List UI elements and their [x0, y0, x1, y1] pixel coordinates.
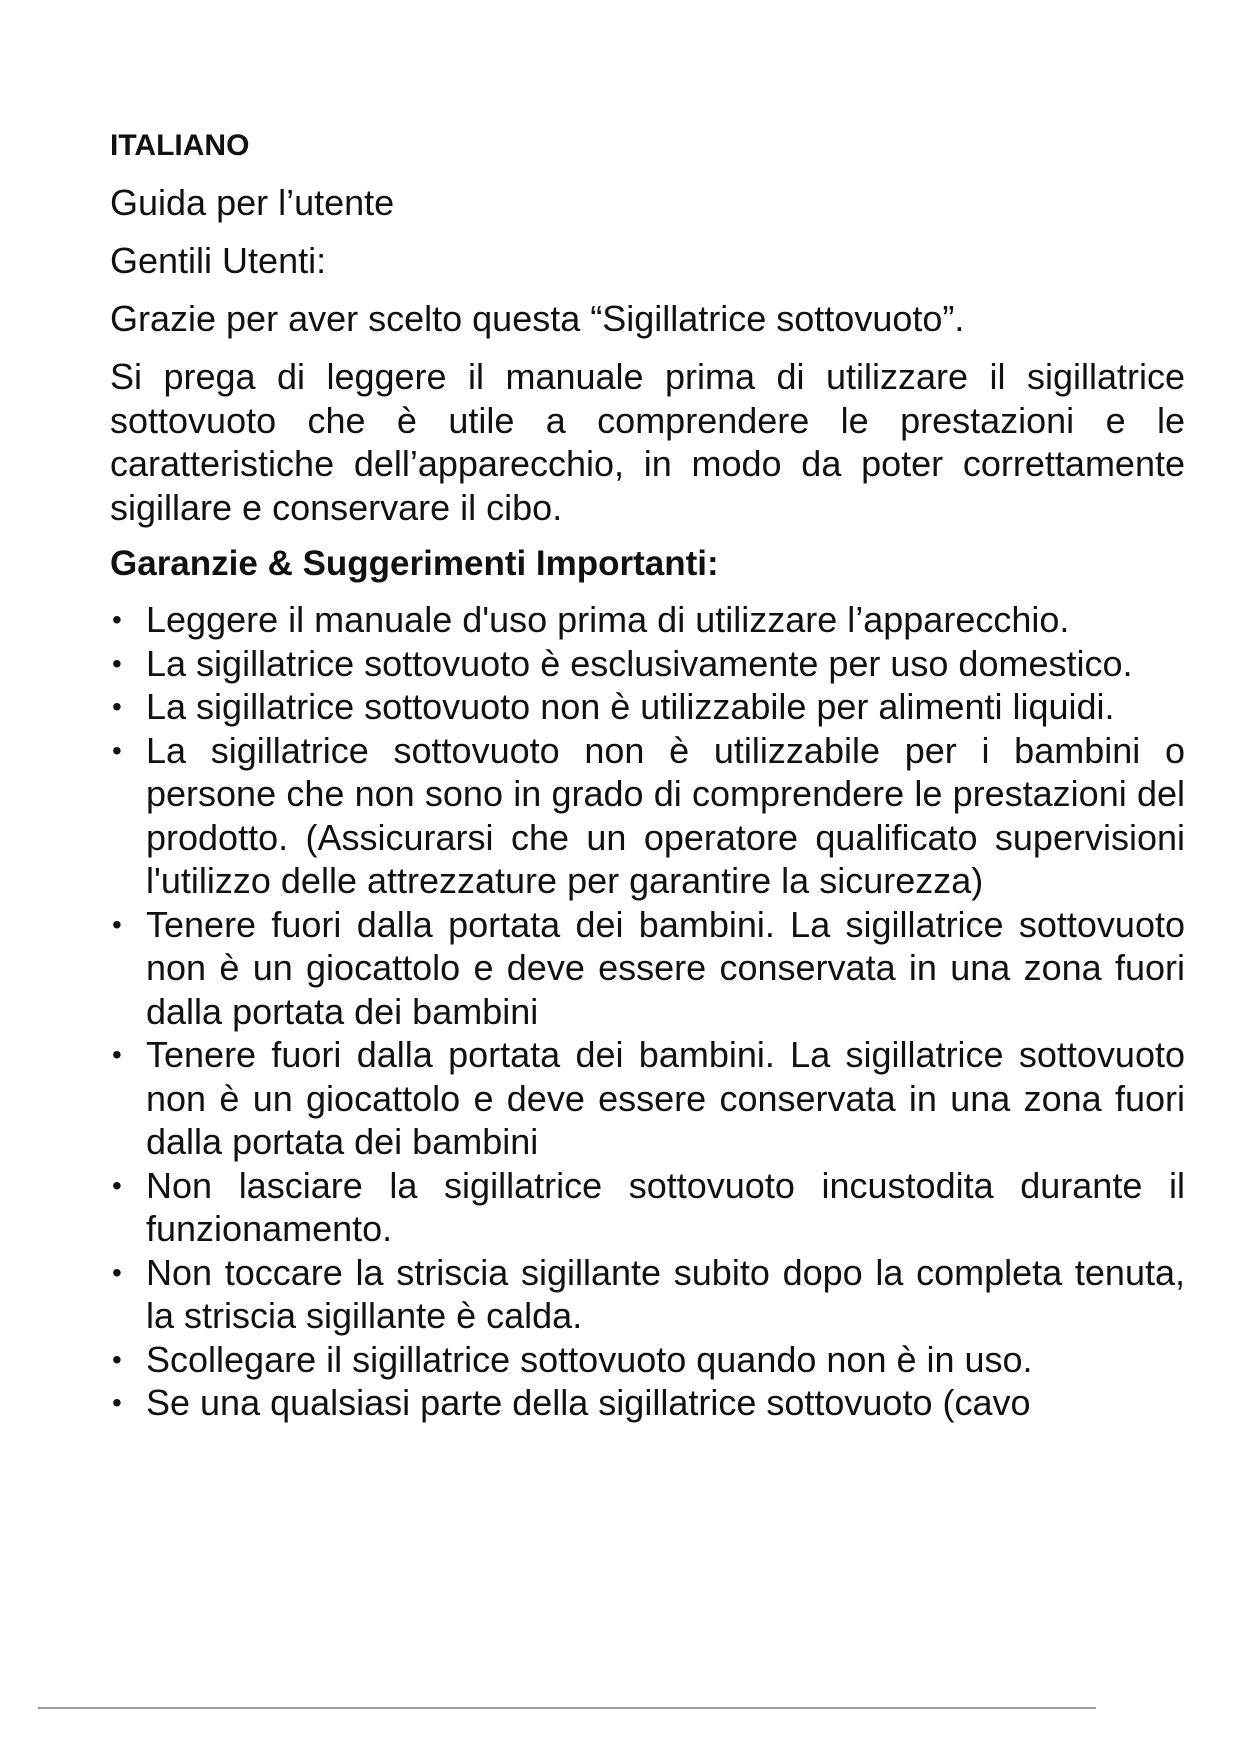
- list-item: [110, 1164, 1185, 1251]
- bullet-icon: •: [112, 1039, 122, 1070]
- list-item-text: La sigillatrice sottovuoto è esclusivamente per uso domestico.: [146, 642, 1133, 684]
- bullet-icon: •: [112, 1343, 122, 1375]
- list-item-text: Non lasciare la sigillatrice sottovuoto incustodita durante il funzionamento.: [146, 1164, 1185, 1249]
- footer-divider: [38, 1707, 1096, 1709]
- greeting: Gentili Utenti:: [110, 240, 327, 281]
- manual-page: [110, 128, 1185, 1425]
- intro-paragraph: Si prega di leggere il manuale prima di utilizzare il sigillatrice sottovuoto che è utile a comprendere le prestazioni e le caratteristiche dell’apparecchio, in modo da poter correttamente sigillare e conservare il cibo.: [110, 356, 1185, 528]
- guide-title: Guida per l’utente: [110, 182, 395, 223]
- bullet-icon: •: [112, 1256, 122, 1288]
- bullet-icon: •: [112, 908, 122, 940]
- list-item: [110, 598, 1185, 642]
- language-heading: ITALIANO: [110, 129, 250, 162]
- list-item-text: Se una qualsiasi parte della sigillatrice sottovuoto (cavo: [146, 1382, 1031, 1423]
- section-heading: Garanzie & Suggerimenti Importanti:: [110, 544, 719, 583]
- bullet-icon: •: [112, 1169, 122, 1201]
- bullet-icon: •: [112, 734, 122, 766]
- safety-list: [110, 598, 1185, 1425]
- list-item: [110, 1033, 1185, 1164]
- list-item: [110, 903, 1185, 1034]
- list-item-text: Leggere il manuale d'uso prima di utilizzare l’apparecchio.: [146, 599, 1070, 640]
- list-item-text: La sigillatrice sottovuoto non è utilizzabile per alimenti liquidi.: [146, 686, 1115, 727]
- list-item: [110, 1251, 1185, 1338]
- bullet-icon: •: [112, 647, 122, 679]
- bullet-icon: •: [112, 604, 122, 635]
- bullet-icon: •: [112, 691, 122, 722]
- list-item-text: La sigillatrice sottovuoto non è utilizzabile per i bambini o persone che non sono in grado di comprendere le prestazioni del prodotto. (Assicurarsi che un operatore qualificato supervisioni l'utilizzo delle attrezzature per garantire la sicurezza): [146, 729, 1185, 901]
- list-item: [110, 1338, 1185, 1382]
- bullet-icon: •: [112, 1387, 122, 1418]
- list-item-text: Non toccare la striscia sigillante subito dopo la completa tenuta, la striscia sigillante è calda.: [146, 1251, 1185, 1336]
- list-item: [110, 729, 1185, 903]
- list-item-text: Scollegare il sigillatrice sottovuoto quando non è in uso.: [146, 1338, 1033, 1380]
- list-item-text: Tenere fuori dalla portata dei bambini. La sigillatrice sottovuoto non è un giocattolo e deve essere conservata in una zona fuori dalla portata dei bambini: [146, 903, 1185, 1032]
- thanks-line: Grazie per aver scelto questa “Sigillatrice sottovuoto”.: [110, 298, 965, 339]
- list-item: [110, 685, 1185, 729]
- list-item-text: Tenere fuori dalla portata dei bambini. La sigillatrice sottovuoto non è un giocattolo e deve essere conservata in una zona fuori dalla portata dei bambini: [146, 1034, 1185, 1162]
- list-item: [110, 1381, 1185, 1425]
- list-item: [110, 642, 1185, 686]
